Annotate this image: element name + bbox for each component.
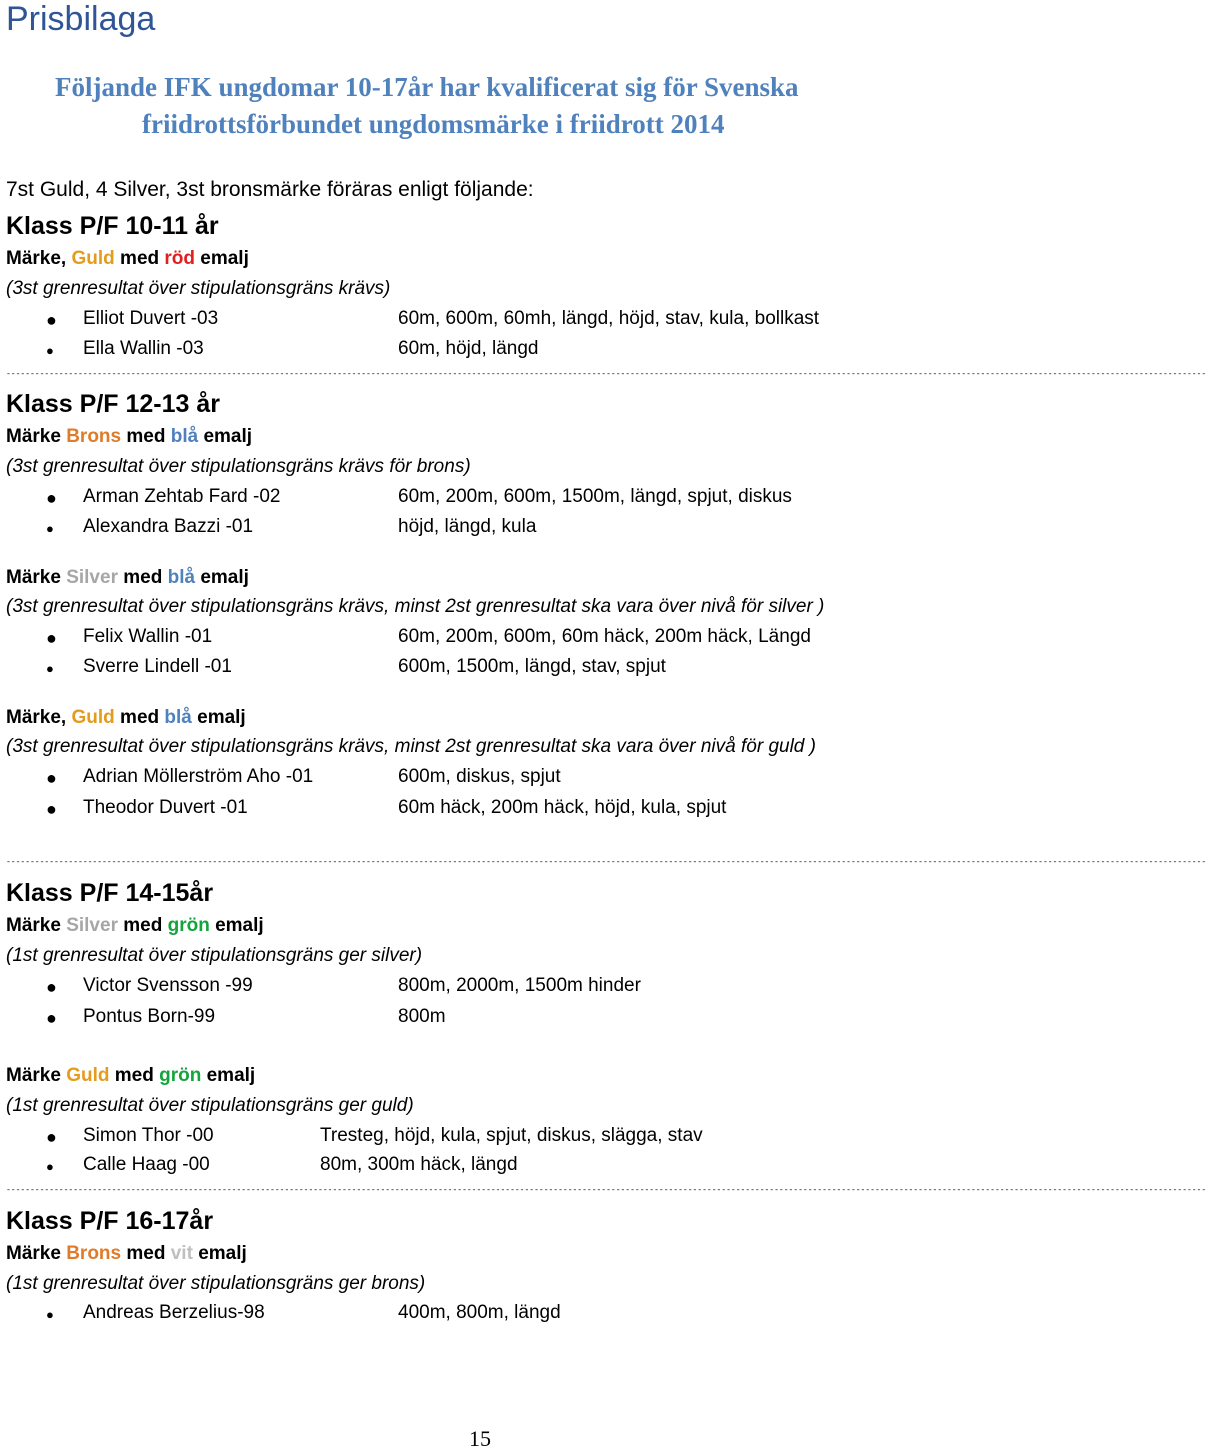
athlete-name: Victor Svensson -99 xyxy=(83,975,253,996)
subtitle-line-1: Följande IFK ungdomar 10-17år har kvalificerat sig för Svenska xyxy=(55,72,799,102)
athlete-name: Simon Thor -00 xyxy=(83,1125,214,1146)
badge-line-k2-silver xyxy=(6,567,249,589)
badge-prefix: Märke, xyxy=(6,248,72,269)
athlete-name: Felix Wallin -01 xyxy=(83,626,213,647)
bullet-icon: ● xyxy=(46,1307,54,1322)
badge-suffix: emalj xyxy=(201,1065,256,1086)
badge-metal-gold: Guld xyxy=(66,1065,110,1086)
badge-enamel-green: grön xyxy=(167,915,210,936)
bullet-icon: ● xyxy=(46,521,54,536)
badge-metal-gold: Guld xyxy=(71,248,115,269)
athlete-events: 80m, 300m häck, längd xyxy=(320,1154,518,1175)
bullet-icon: ● xyxy=(46,310,57,330)
badge-suffix: emalj xyxy=(195,248,249,269)
badge-metal-silver: Silver xyxy=(66,567,118,588)
badge-suffix: emalj xyxy=(209,915,264,936)
athlete-name: Calle Haag -00 xyxy=(83,1154,210,1175)
badge-enamel-blue: blå xyxy=(170,426,199,447)
page-number: 15 xyxy=(469,1426,491,1451)
athlete-events: Tresteg, höjd, kula, spjut, diskus, slägga, stav xyxy=(320,1125,703,1146)
badge-suffix: emalj xyxy=(198,426,253,447)
athlete-name: Arman Zehtab Fard -02 xyxy=(83,486,281,507)
badge-metal-silver: Silver xyxy=(66,915,118,936)
badge-suffix: emalj xyxy=(195,567,249,588)
athlete-events: 60m, höjd, längd xyxy=(398,338,539,359)
badge-line-k3-gold xyxy=(6,1065,255,1087)
bullet-icon: ● xyxy=(46,768,57,788)
badge-prefix: Märke xyxy=(6,1065,67,1086)
bullet-icon: ● xyxy=(46,799,57,819)
class-heading-14-15: Klass P/F 14-15år xyxy=(6,879,214,907)
section-divider: ---------------------------------------------------------------------------------------------------------------------------------------------------------------------------------------------------------------------------------------------------------- xyxy=(6,858,1206,867)
athlete-events: 400m, 800m, längd xyxy=(398,1302,561,1323)
badge-enamel-blue: blå xyxy=(164,707,192,728)
page-title: Prisbilaga xyxy=(6,0,156,38)
bullet-icon: ● xyxy=(46,1127,57,1147)
athlete-events: 60m, 600m, 60mh, längd, höjd, stav, kula, bollkast xyxy=(398,308,820,329)
badge-metal-bronze: Brons xyxy=(66,426,122,447)
badge-mid: med xyxy=(114,707,165,728)
athlete-name: Elliot Duvert -03 xyxy=(83,308,219,329)
requirement-note-k2-silver: (3st grenresultat över stipulationsgräns krävs, minst 2st grenresultat ska vara över nivå för silver ) xyxy=(6,596,825,617)
athlete-events: 60m, 200m, 600m, 60m häck, 200m häck, Längd xyxy=(398,626,811,647)
athlete-name: Ella Wallin -03 xyxy=(83,338,204,359)
athlete-name: Theodor Duvert -01 xyxy=(83,797,248,818)
badge-mid: med xyxy=(114,248,165,269)
bullet-icon: ● xyxy=(46,343,54,358)
badge-prefix: Märke xyxy=(6,1243,67,1264)
class-heading-16-17: Klass P/F 16-17år xyxy=(6,1207,214,1235)
requirement-note-k3-silver: (1st grenresultat över stipulationsgräns ger silver) xyxy=(6,945,423,966)
badge-mid: med xyxy=(121,426,171,447)
badge-line-k3-silver xyxy=(6,915,264,937)
badge-suffix: emalj xyxy=(192,1243,247,1264)
badge-prefix: Märke xyxy=(6,915,67,936)
section-divider: ---------------------------------------------------------------------------------------------------------------------------------------------------------------------------------------------------------------------------------------------------------- xyxy=(6,1186,1206,1195)
class-heading-12-13: Klass P/F 12-13 år xyxy=(6,390,221,418)
badge-prefix: Märke xyxy=(6,567,67,588)
requirement-note-k1: (3st grenresultat över stipulationsgräns krävs) xyxy=(6,278,391,299)
athlete-name: Sverre Lindell -01 xyxy=(83,656,232,677)
requirement-note-k2-gold: (3st grenresultat över stipulationsgräns krävs, minst 2st grenresultat ska vara över nivå för guld ) xyxy=(6,736,816,757)
athlete-name: Pontus Born-99 xyxy=(83,1006,216,1027)
requirement-note-k2-bronze: (3st grenresultat över stipulationsgräns krävs för brons) xyxy=(6,456,471,477)
bullet-icon: ● xyxy=(46,661,54,676)
badge-prefix: Märke, xyxy=(6,707,72,728)
badge-prefix: Märke xyxy=(6,426,67,447)
badge-line-k4 xyxy=(6,1243,247,1265)
badge-metal-bronze: Brons xyxy=(66,1243,122,1264)
bullet-icon: ● xyxy=(46,488,57,508)
athlete-events: 800m xyxy=(398,1006,446,1027)
section-divider: ---------------------------------------------------------------------------------------------------------------------------------------------------------------------------------------------------------------------------------------------------------- xyxy=(6,370,1206,379)
intro-text: 7st Guld, 4 Silver, 3st bronsmärke föräras enligt följande: xyxy=(6,178,534,201)
badge-metal-gold: Guld xyxy=(71,707,115,728)
athlete-events: 60m, 200m, 600m, 1500m, längd, spjut, diskus xyxy=(398,486,792,507)
badge-line-k2-bronze xyxy=(6,426,252,448)
athlete-name: Andreas Berzelius-98 xyxy=(83,1302,265,1323)
badge-mid: med xyxy=(117,567,168,588)
requirement-note-k3-gold: (1st grenresultat över stipulationsgräns ger guld) xyxy=(6,1095,414,1116)
badge-line-k1 xyxy=(6,248,249,270)
badge-enamel-blue: blå xyxy=(167,567,196,588)
bullet-icon: ● xyxy=(46,977,57,997)
athlete-name: Alexandra Bazzi -01 xyxy=(83,516,254,537)
bullet-icon: ● xyxy=(46,628,57,648)
athlete-events: 600m, 1500m, längd, stav, spjut xyxy=(398,656,666,677)
bullet-icon: ● xyxy=(46,1159,54,1174)
athlete-events: 800m, 2000m, 1500m hinder xyxy=(398,975,641,996)
athlete-events: höjd, längd, kula xyxy=(398,516,537,537)
badge-enamel-white: vit xyxy=(170,1243,193,1264)
badge-enamel-red: röd xyxy=(164,248,195,269)
athlete-events: 60m häck, 200m häck, höjd, kula, spjut xyxy=(398,797,727,818)
bullet-icon: ● xyxy=(46,1008,57,1028)
athlete-name: Adrian Möllerström Aho -01 xyxy=(83,766,314,787)
badge-suffix: emalj xyxy=(191,707,246,728)
athlete-events: 600m, diskus, spjut xyxy=(398,766,561,787)
badge-enamel-green: grön xyxy=(159,1065,202,1086)
requirement-note-k4: (1st grenresultat över stipulationsgräns ger brons) xyxy=(6,1273,426,1294)
badge-mid: med xyxy=(121,1243,171,1264)
badge-line-k2-gold xyxy=(6,707,246,729)
subtitle-line-2: friidrottsförbundet ungdomsmärke i friidrott 2014 xyxy=(142,109,725,139)
badge-mid: med xyxy=(117,915,168,936)
class-heading-10-11: Klass P/F 10-11 år xyxy=(6,212,219,240)
badge-mid: med xyxy=(109,1065,160,1086)
